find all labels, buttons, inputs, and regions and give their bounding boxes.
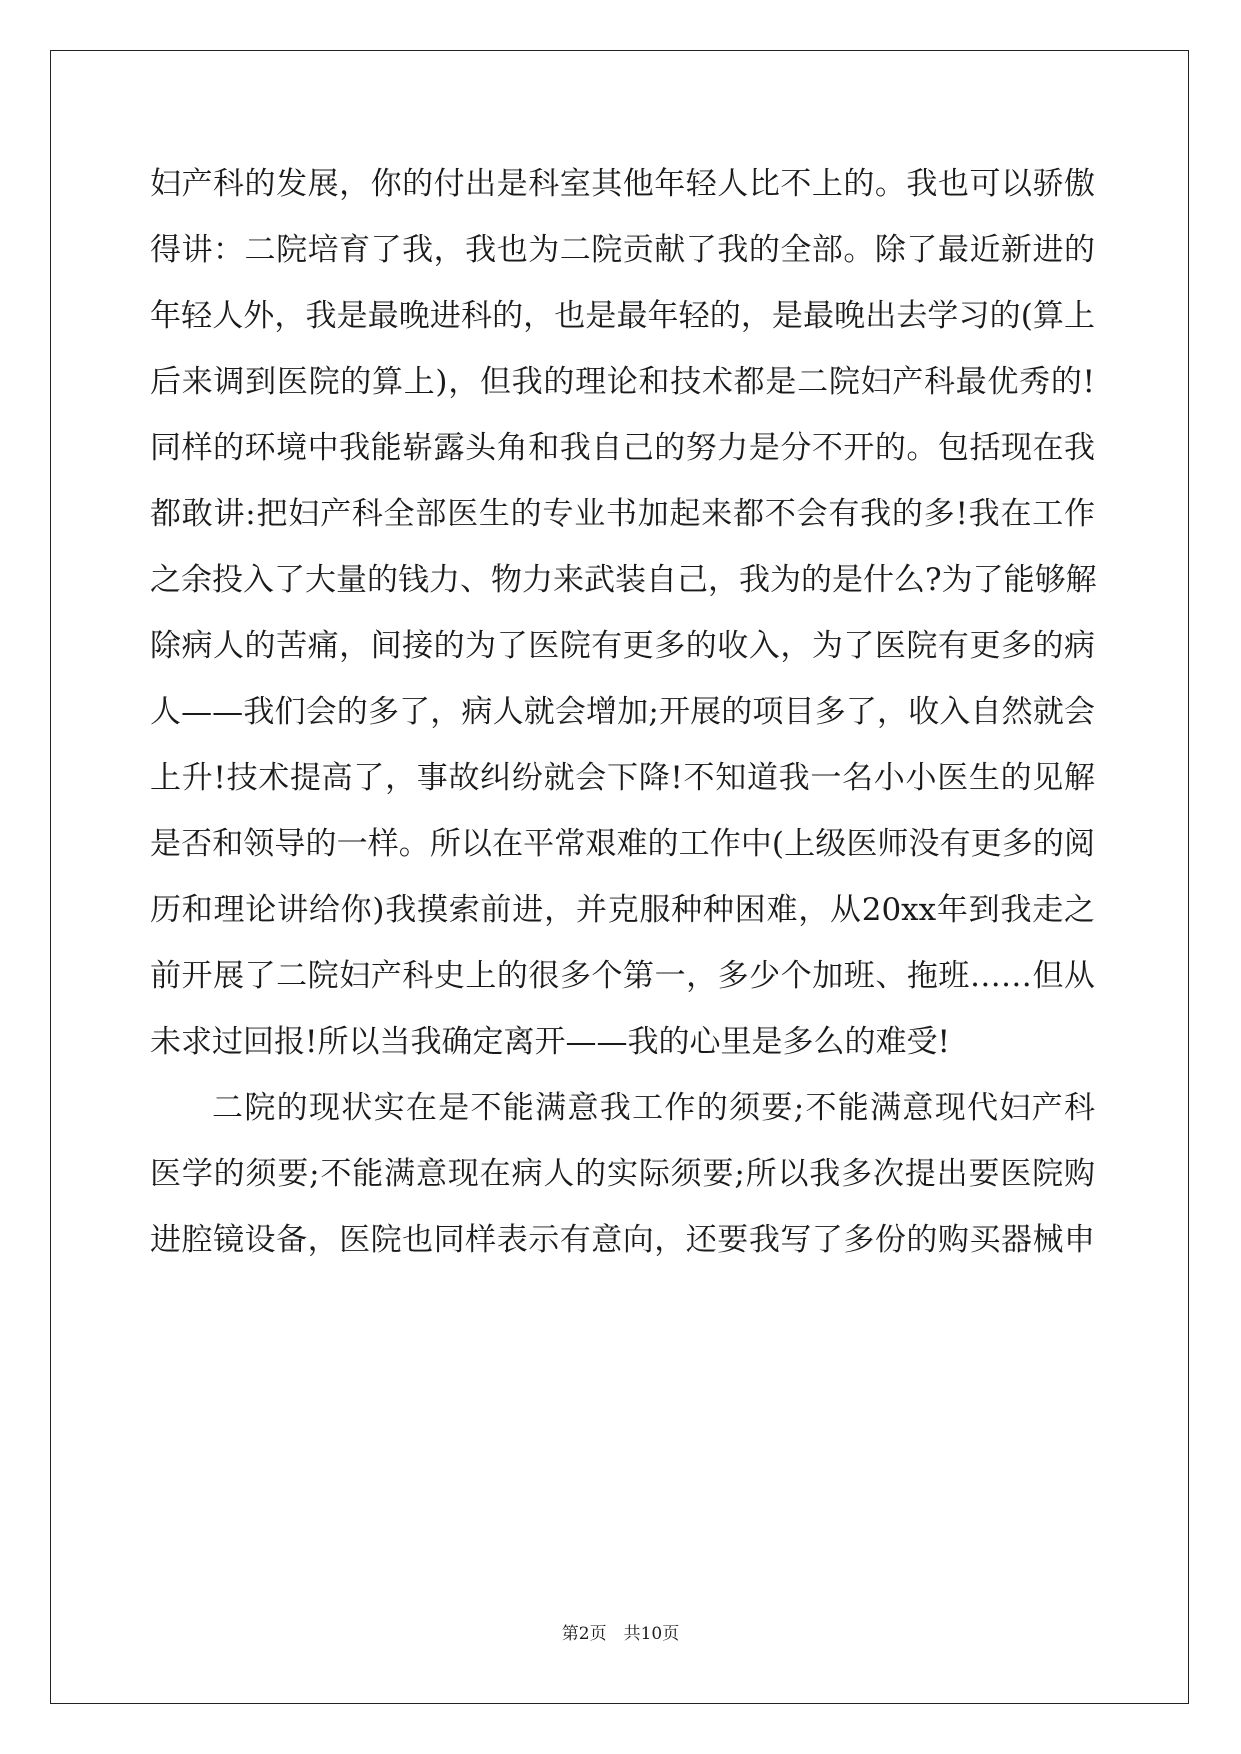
text-line: 得讲：二院培育了我，我也为二院贡献了我的全部。除了最近新进的 [150, 232, 1095, 268]
text-line: 历和理论讲给你)我摸索前进，并克服种种困难，从20xx年到我走之 [150, 892, 1095, 928]
text-line: 人——我们会的多了，病人就会增加;开展的项目多了，收入自然就会 [150, 694, 1095, 730]
text-line: 年轻人外，我是最晚进科的，也是最年轻的，是最晚出去学习的(算上 [150, 298, 1095, 334]
text-line: 进腔镜设备，医院也同样表示有意向，还要我写了多份的购买器械申 [150, 1222, 1095, 1258]
text-line: 未求过回报!所以当我确定离开——我的心里是多么的难受! [150, 1024, 950, 1060]
document-body [150, 151, 1095, 1273]
text-line: 妇产科的发展，你的付出是科室其他年轻人比不上的。我也可以骄傲 [150, 166, 1095, 202]
paragraph-first-line: 二院的现状实在是不能满意我工作的须要;不能满意现代妇产科 [212, 1090, 1095, 1126]
page-number-footer: 第2页 共10页 [561, 1624, 680, 1644]
text-line: 医学的须要;不能满意现在病人的实际须要;所以我多次提出要医院购 [150, 1156, 1095, 1192]
text-line: 是否和领导的一样。所以在平常艰难的工作中(上级医师没有更多的阅 [150, 826, 1095, 862]
text-line: 都敢讲:把妇产科全部医生的专业书加起来都不会有我的多!我在工作 [150, 496, 1095, 532]
text-line: 前开展了二院妇产科史上的很多个第一，多少个加班、拖班……但从 [150, 958, 1095, 994]
text-line: 后来调到医院的算上)，但我的理论和技术都是二院妇产科最优秀的! [150, 364, 1095, 400]
text-line: 同样的环境中我能崭露头角和我自己的努力是分不开的。包括现在我 [150, 430, 1095, 466]
text-line: 除病人的苦痛，间接的为了医院有更多的收入，为了医院有更多的病 [150, 628, 1095, 664]
text-line: 上升!技术提高了，事故纠纷就会下降!不知道我一名小小医生的见解 [150, 760, 1095, 796]
text-line: 之余投入了大量的钱力、物力来武装自己，我为的是什么?为了能够解 [150, 562, 1097, 598]
